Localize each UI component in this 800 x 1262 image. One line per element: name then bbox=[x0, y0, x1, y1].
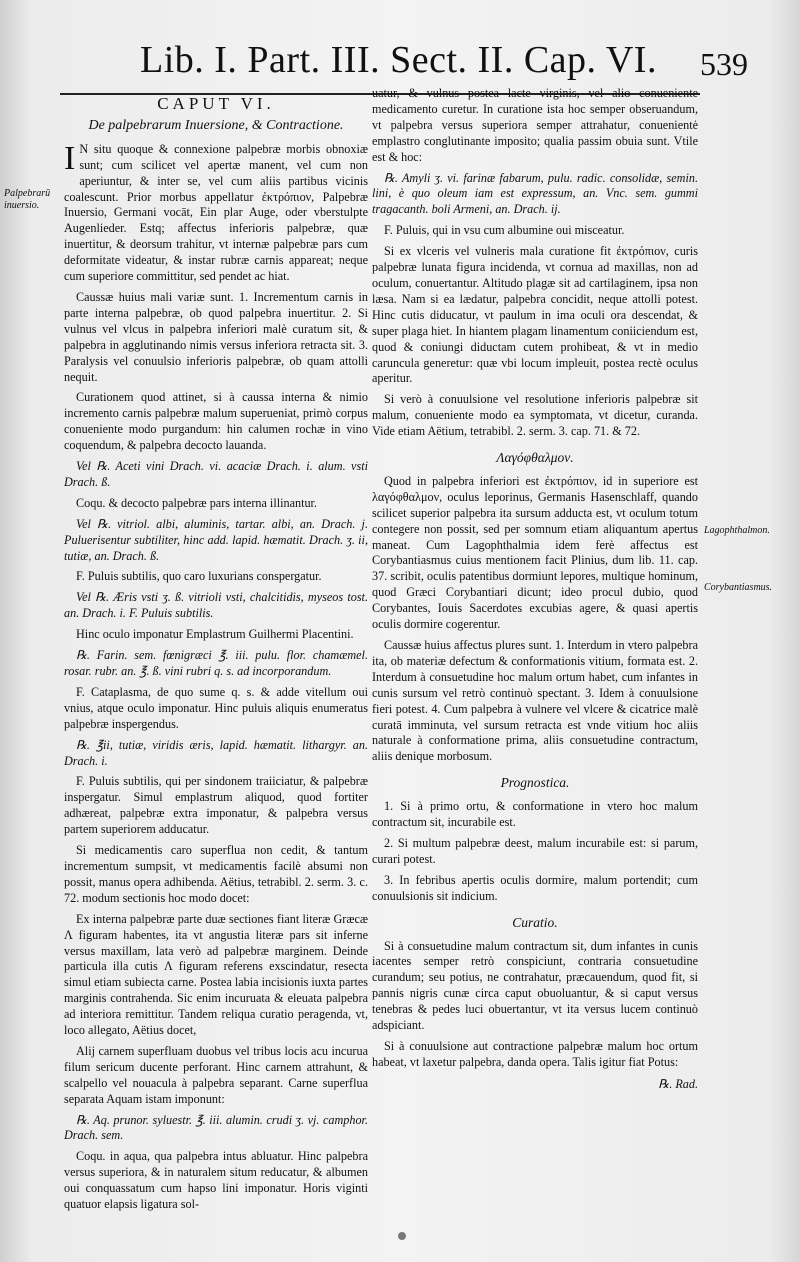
paragraph: Si verò à conuulsione vel resolutione inferioris palpebræ sit malum, conueniente modo ea symptomata, vt dicetur, curanda. Vide etiam Aëtium, tetrabibl. 2. serm. 3. cap. 71. & 72. bbox=[372, 392, 698, 439]
recipe-line: Vel ℞. Aceti vini Drach. vi. acaciæ Drach. i. alum. vsti Drach. ß. bbox=[64, 459, 368, 489]
page-number: 539 bbox=[700, 46, 748, 82]
catchword: ℞. Rad. bbox=[658, 1076, 698, 1091]
paragraph: Curationem quod attinet, si à caussa interna & nimio incremento carnis palpebræ malum superueniat, primò corpus conueniente modo purgandum: hin calumen rochæ in vino coquendum, & palpebra decocto lauanda. bbox=[64, 390, 368, 453]
paragraph: Ex interna palpebræ parte duæ sectiones fiant literæ Græcæ Λ figuram habentes, ita vt angustia literæ pars sit inferne versus maxillam, lata verò ad palpebræ marginem. Deinde particula illa cutis Λ figuram referens exscindatur, resecta simul etiam subiecta carne. Postea labia incisionis iuxta partes marginis contrahenda. Sic enim incuruata & eleuata palpebra ad interiora remittitur. Tandem reliqua curatio peragenda, vt, loco allegato, Aëtius docet, bbox=[64, 911, 368, 1038]
binding-hole bbox=[398, 1232, 406, 1240]
paragraph: 2. Si multum palpebræ deest, malum incurabile est: si parum, curari potest. bbox=[372, 835, 698, 866]
margin-note-corybantiasmus: Corybantiasmus. bbox=[704, 582, 773, 593]
section-heading-curatio: Curatio. bbox=[512, 914, 558, 930]
recipe-line: ℞. Aq. prunor. syluestr. ℥. iii. alumin. crudi ʒ. vj. camphor. Drach. sem. bbox=[64, 1112, 368, 1143]
recipe-line: ℞. ℥ii, tutiæ, viridis æris, lapid. hæmatit. lithargyr. an. Drach. i. bbox=[64, 737, 368, 768]
paragraph: F. Puluis, qui in vsu cum albumine oui miscеatur. bbox=[384, 223, 625, 238]
paragraph: 1. Si à primo ortu, & conformatione in vtero hoc malum contractum sit, incurabile est. bbox=[372, 799, 698, 830]
paragraph: F. Puluis subtilis, quo caro luxurians conspergatur. bbox=[76, 569, 322, 584]
margin-note-lagophthalmon: Lagophthalmon. bbox=[704, 525, 770, 536]
right-column bbox=[372, 86, 698, 1222]
paragraph: F. Puluis subtilis, qui per sindonem traiiciatur, & palpebræ inspergatur. Simul emplastrum aliquod, quod fortiter adhæreat, palpebræ extra imponatur, & palpebra versus partem superiorem adducatur. bbox=[64, 774, 368, 837]
left-column bbox=[64, 96, 368, 1222]
paragraph: Si à conuulsione aut contractione palpebræ malum hoc ortum habeat, vt laxetur palpebra, danda opera. Talis igitur fiat Potus: bbox=[372, 1038, 698, 1069]
recipe-line: Vel ℞. vitriol. albi, aluminis, tartar. albi, an. Drach. j. Puluerisentur subtiliter, hinc add. lapid. hæmatit. Drach. ʒ. ii, tutiæ, an. Drach. ß. bbox=[64, 516, 368, 563]
chapter-subtitle: De palpebrarum Inuersione, & Contractione. bbox=[88, 117, 344, 133]
paragraph: Hinc oculo imponatur Emplastrum Guilhermi Placentini. bbox=[76, 627, 354, 642]
paragraph: Coqu. & decocto palpebræ pars interna illinantur. bbox=[76, 495, 317, 510]
paragraph: uatur, & vulnus postea lacte virginis, vel alio conueniente medicamento curetur. In curatione ista hoc semper obseruandum, vt palpebra versus superiora semper attrahatur, conuenientė emplastro conglutinante imposito; qualia passim obuia sunt. Vtile est & hoc: bbox=[372, 86, 698, 164]
paragraph: Caussæ huius mali variæ sunt. 1. Incrementum carnis in parte interna palpebræ, ob quod palpebra inuertitur. 2. Si vulnus vel vlcus in palpebra inferiori malè curatum sit, & palpebra in agglutinando nimis versus inferiora retracta sit. 3. Paralysis vel conuulsio inferioris palpebræ, ob quam attolli nequit. bbox=[64, 289, 368, 384]
recipe-line: ℞. Amyli ʒ. vi. farinæ fabarum, pulu. radic. consolidæ, semin. lini, è quo oleum iam est expressum, an. Vnc. sem. gummi tragacanth. boli Armeni, an. Drach. ij. bbox=[372, 170, 698, 217]
paragraph: Si ex vlceris vel vulneris mala curatione fit ἐκτρόπιον, curis palpebræ lunata figura incidenda, vt cornua ad maxillas, non ad oculum, conuertantur. Altitudo plagæ sit ad cartilaginem, ipsa non læsa. Nam si ea lædatur, palpebra concidit, neque attolli potest. Hinc cutis diducatur, vt paulum in ima oculi ora descendat, & super plaga hiet. In hiantem plagam linamentum coniiciendum est, quod & coniungi diductam cutem prohibeat, & vt in medio caruncula generetur: quæ vbi locum impleuit, postea rectè oculus aperitur. bbox=[372, 244, 698, 386]
paragraph: F. Cataplasma, de quo sume q. s. & adde vitellum oui vnius, atque oculo imponatur. Hinc puluis aliquis enumeratus palpebræ inspergendus. bbox=[64, 684, 368, 731]
margin-note-left: Palpebrarū inuersio. bbox=[4, 188, 51, 211]
paragraph: Alij carnem superfluam duobus vel tribus locis acu incurua filum sericum ducente perforant. Hinc carnem attrahunt, & scalpello vel nouacula à palpebra separant. Carne superflua separata Aquam istam imponunt: bbox=[64, 1043, 368, 1106]
paragraph-text: N situ quoque & connexione palpebræ morbis obnoxiæ sunt; cum scilicet vel apertæ manent, vel cum non aperiuntur, & inter se, vel cum aliis partibus vicinis coalescunt. Prior morbus appellatur ἐκτρόπιον, Palpebræ Inuersio, Germani vocāt, Ein plar Auge, oder vberstulpte Augenlieder. Estq; affectus inferioris palpebræ, quæ inuertitur, & deorsum trahitur, vt internæ palpebræ pars cum deformitate videatur, & instar rubræ carnis appareat; neque cum superiore committitur, sed pendet ac hiat. bbox=[64, 141, 368, 284]
section-heading-prognostica: Prognostica. bbox=[500, 775, 570, 791]
paragraph: 3. In febribus apertis oculis dormire, malum portendit; cum conuulsionis sit indicium. bbox=[372, 872, 698, 903]
recipe-line: ℞. Farin. sem. fœnigræci ℥. iii. pulu. flor. chamæmel. rosar. rubr. an. ℥. ß. vini rubri q. s. ad incorporandum. bbox=[64, 648, 368, 678]
drop-cap: I bbox=[64, 139, 76, 177]
paragraph: Si medicamentis caro superflua non cedit, & tantum incrementum sumpsit, vt medicamentis facilè absumi non possit, manus opera adhibenda. Aëtius, tetrabibl. 2. serm. 3. c. 72. modum sectionis hoc modo docet: bbox=[64, 843, 368, 905]
paragraph: Si à consuetudine malum contractum sit, dum infantes in cunis iacentes semper retrò conspiciunt, contraria consuetudine curandum; seu potius, ne contrahatur, præcauendum, quod fit, si pannis nigris cunæ circa caput obuoluantur, & si caput versus tenebras & pedes luci obuertantur, vt ita versus lucem continuò adspiciant. bbox=[372, 938, 698, 1033]
paragraph: Caussæ huius affectus plures sunt. 1. Interdum in vtero palpebra ita, ob materiæ defectum & conformationis vitium, formata est. 2. Interdum à consuetudine hoc malum ortum habet, cum infantes in cunis sursum vel retrò continuò spectant. 3. Idem à conuulsione fieri potest. 4. Cum palpebra à vulnere vel vlcere & cicatrice malè curatā imminuta, vel sursum retracta est vnde vitium hoc aliis naturale à conformatione prima, aliis consuetudine contractum, aliis denique morbosum. bbox=[372, 638, 698, 764]
chapter-title: CAPUT VI. bbox=[157, 96, 275, 113]
paragraph: Quod in palpebra inferiori est ἐκτρόπιον, id in superiore est λαγόφθαλμον, oculus leporinus, Germanis Hasenschlaff, quando scilicet superior palpebra ita sursum adducta est, vt oculum totum contegere non possit, sed per somnum etiam aliquantum apertus maneat. Cum Lagophthalmia idem ferè affectus est Corybantiasmus cuius mentionem facit Plinius, dum lib. 11. cap. 37. scribit, oculis patentibus dormiunt lepores, multique hominum, quod Græci Corybantiari dicunt; ideo procul dubio, quod Corybantes, Iouis Sacerdotes excubias agere, & quasi apertis oculis dormire cogerentur. bbox=[372, 473, 698, 632]
paragraph: Coqu. in aqua, qua palpebra intus abluatur. Hinc palpebra versus superiora, & in naturalem situm reducatur, & albumen oui conquassatum cum hapso lini imponatur. Horis viginti quatuor elapsis ligatura sol- bbox=[64, 1149, 368, 1212]
running-header: Lib. I. Part. III. Sect. II. Cap. VI. bbox=[140, 39, 657, 81]
section-heading-greek: Λαγόφθαλμον. bbox=[496, 450, 574, 466]
paragraph bbox=[64, 139, 368, 285]
recipe-line: Vel ℞. Æris vsti ʒ. ß. vitrioli vsti, chalcitidis, myseos tost. an. Drach. i. F. Puluis subtilis. bbox=[64, 590, 368, 621]
